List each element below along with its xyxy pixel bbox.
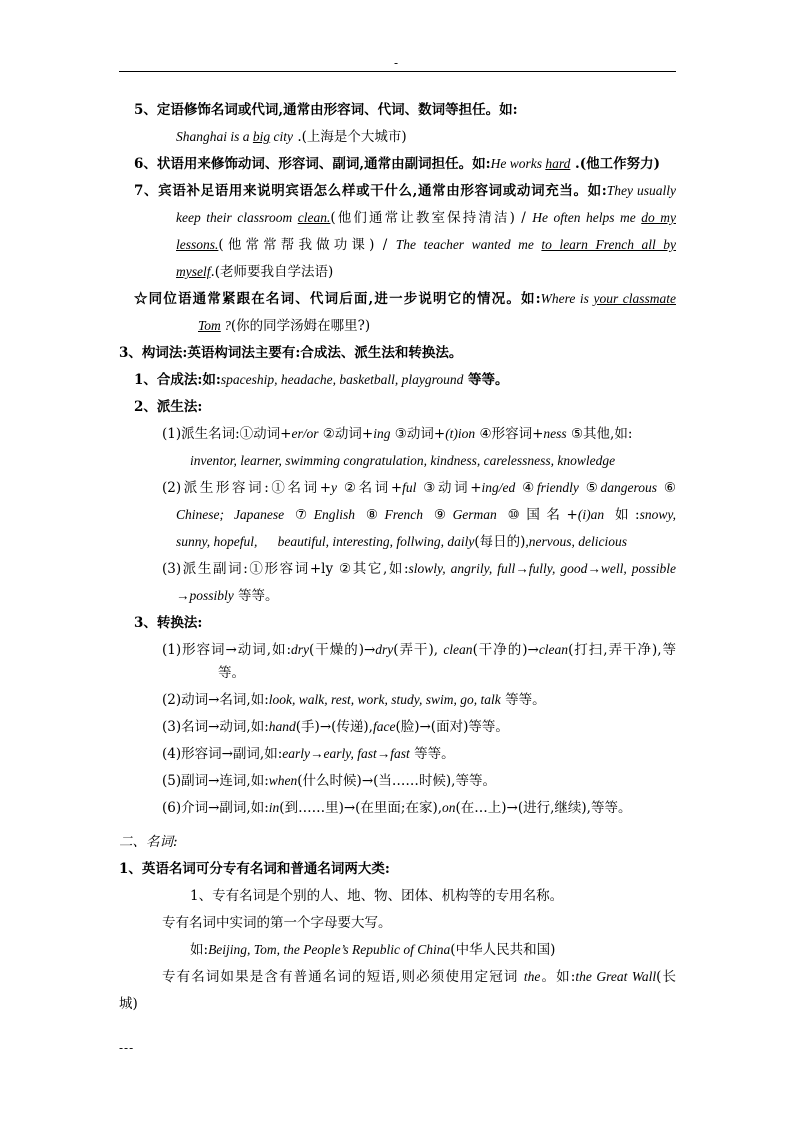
line-derived-adjectives: (2)派生形容词:①名词+y ②名词+ful ③动词+ing/ed ④friendly ⑤dangerous ⑥ <box>162 480 676 496</box>
line-object-complement-example-1: keep their classroom clean.(他们通常让教室保持清洁) / He often helps me do my <box>176 210 676 226</box>
line-proper-nouns-article: 专有名词如果是含有普通名词的短语,则必须使用定冠词 the。如:the Great Wall(长 <box>162 969 676 985</box>
footer-dots: --- <box>119 1041 135 1055</box>
section-nouns-heading: 二、名词: <box>119 834 178 850</box>
line-derived-adverbs: (3)派生副词:①形容词+ly ②其它,如:slowly, angrily, full→fully, good→well, possible <box>162 561 676 577</box>
line-object-complement-example-2: lessons.(他常常帮我做功课) / The teacher wanted me to learn French all by <box>176 237 677 253</box>
line-derived-nouns: (1)派生名词:①动词+er/or ②动词+ing ③动词+(t)ion ④形容词+ness ⑤其他,如: <box>162 426 633 442</box>
line-derived-adjectives-2: Chinese; Japanese ⑦English ⑧French ⑨German ⑩国名+(i)an 如:snowy, <box>176 507 676 523</box>
line-attributive-example: Shanghai is a big city .(上海是个大城市) <box>176 129 407 145</box>
line-proper-nouns-capital: 专有名词中实词的第一个字母要大写。 <box>162 915 392 931</box>
line-adverbial: 6、状语用来修饰动词、形容词、副词,通常由副词担任。如:He works hard .(他工作努力) <box>134 156 661 172</box>
line-conversion: 3、转换法: <box>134 615 203 631</box>
line-derived-adjectives-3: sunny, hopeful, beautiful, interesting, follwing, daily(每日的),nervous, delicious <box>176 534 628 550</box>
line-derived-nouns-examples: inventor, learner, swimming congratulation, kindness, carelessness, knowledge <box>190 453 616 468</box>
header-rule <box>119 71 676 72</box>
line-proper-nouns-article-cont: 城) <box>119 996 138 1012</box>
line-conversion-2: (2)动词→名词,如:look, walk, rest, work, study, swim, go, talk 等等。 <box>162 692 546 708</box>
line-appositive-example: Tom ?(你的同学汤姆在哪里?) <box>198 318 371 334</box>
line-conversion-1-cont: 等。 <box>218 665 245 681</box>
line-conversion-4: (4)形容词→副词,如:early→early, fast→fast 等等。 <box>162 746 455 762</box>
header-dash: - <box>394 56 399 70</box>
line-proper-nouns: 1、专有名词是个别的人、地、物、团体、机构等的专用名称。 <box>190 888 564 904</box>
line-derivation: 2、派生法: <box>134 399 203 415</box>
line-conversion-6: (6)介词→副词,如:in(到……里)→(在里面;在家),on(在…上)→(进行,继续),等等。 <box>162 800 632 816</box>
line-object-complement: 7、宾语补足语用来说明宾语怎么样或干什么,通常由形容词或动词充当。如:They usually <box>134 183 677 199</box>
line-compounding: 1、合成法:如:spaceship, headache, basketball, playground 等等。 <box>134 372 509 388</box>
line-noun-categories: 1、英语名词可分专有名词和普通名词两大类: <box>119 861 390 877</box>
line-attributive: 5、定语修饰名词或代词,通常由形容词、代词、数词等担任。如: <box>134 102 518 118</box>
line-appositive: ☆同位语通常紧跟在名词、代词后面,进一步说明它的情况。如:Where is your classmate <box>134 291 676 307</box>
line-conversion-3: (3)名词→动词,如:hand(手)→(传递),face(脸)→(面对)等等。 <box>162 719 509 735</box>
line-conversion-1: (1)形容词→动词,如:dry(干燥的)→dry(弄干), clean(干净的)→clean(打扫,弄干净),等 <box>162 642 676 658</box>
line-proper-nouns-example: 如:Beijing, Tom, the People’s Republic of China(中华人民共和国) <box>190 942 556 958</box>
line-derived-adverbs-2: →possibly 等等。 <box>176 588 279 604</box>
section-word-formation: 3、构词法:英语构词法主要有:合成法、派生法和转换法。 <box>119 345 463 361</box>
line-object-complement-example-3: myself.(老师要我自学法语) <box>176 264 334 280</box>
line-conversion-5: (5)副词→连词,如:when(什么时候)→(当……时候),等等。 <box>162 773 496 789</box>
